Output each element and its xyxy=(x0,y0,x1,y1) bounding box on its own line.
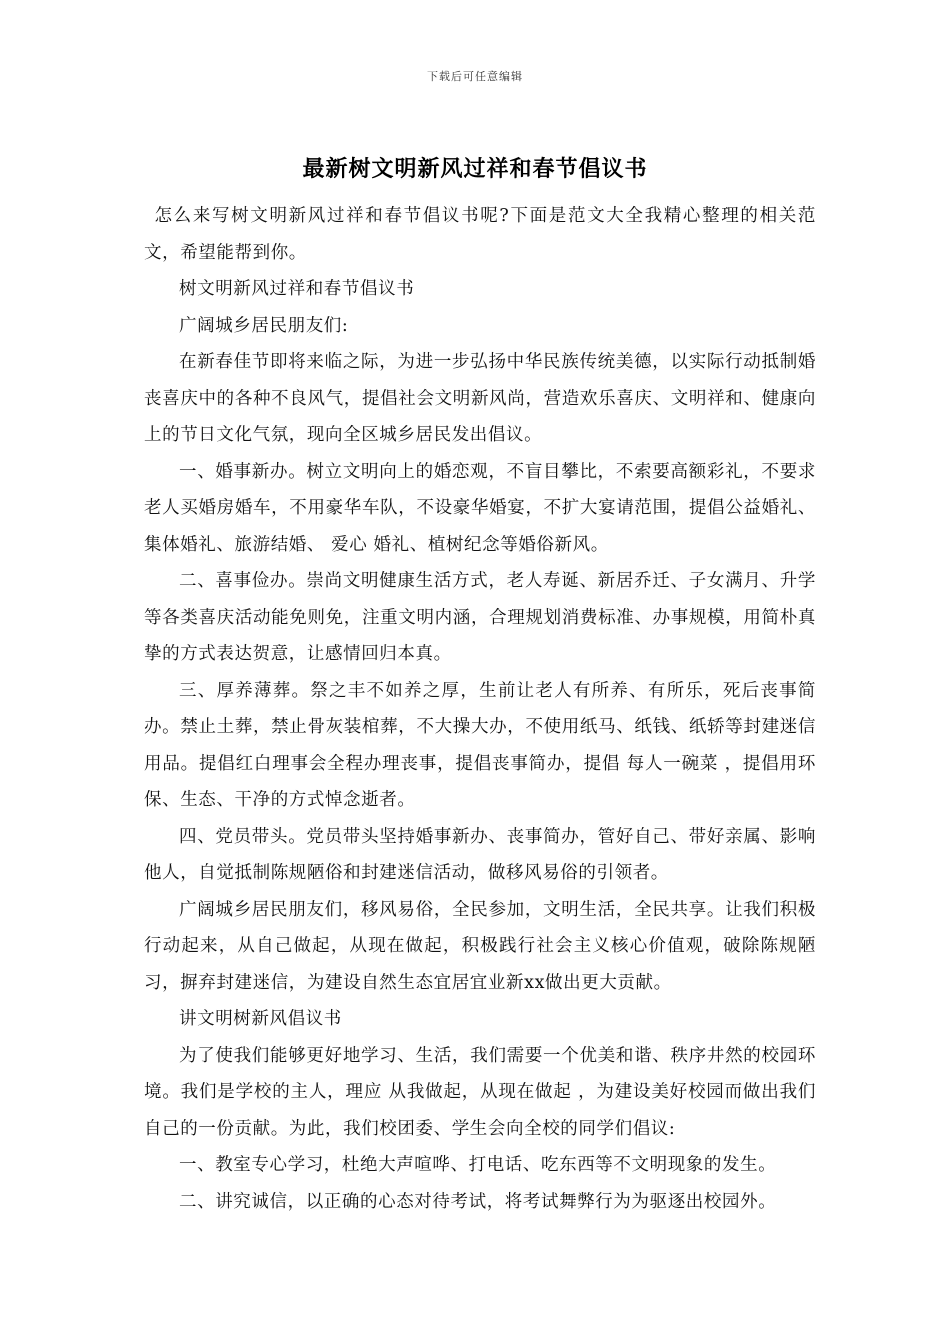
body-paragraph: 三、厚养薄葬。祭之丰不如养之厚，生前让老人有所养、有所乐，死后丧事简办。禁止土葬，禁止骨灰装棺葬，不大操大办，不使用纸马、纸钱、纸轿等封建迷信用品。提倡红白理事会全程办理丧事，提倡丧事简办，提倡 每人一碗菜 ，提倡用环保、生态、干净的方式悼念逝者。 xyxy=(144,680,816,810)
header-note: 下载后可任意编辑 xyxy=(427,70,523,83)
salutation-paragraph: 广阔城乡居民朋友们: xyxy=(179,315,349,336)
body-paragraph: 二、喜事俭办。崇尚文明健康生活方式，老人寿诞、新居乔迁、子女满月、升学等各类喜庆活动能免则免，注重文明内涵，合理规划消费标准、办事规模，用简朴真挚的方式表达贺意，让感情回归本真。 xyxy=(144,571,816,664)
intro-paragraph: 怎么来写树文明新风过祥和春节倡议书呢?下面是范文大全我精心整理的相关范文，希望能帮到你。 xyxy=(144,206,816,263)
section-heading-paragraph: 讲文明树新风倡议书 xyxy=(179,1009,342,1029)
document-title: 最新树文明新风过祥和春节倡议书 xyxy=(302,156,648,182)
body-paragraph: 广阔城乡居民朋友们，移风易俗，全民参加，文明生活，全民共享。让我们积极行动起来，从自己做起，从现在做起，积极践行社会主义核心价值观，破除陈规陋习，摒弃封建迷信，为建设自然生态宜居宜业新xx做出更大贡献。 xyxy=(144,899,816,993)
body-paragraph: 二、讲究诚信，以正确的心态对待考试，将考试舞弊行为为驱逐出校园外。 xyxy=(179,1191,777,1212)
body-paragraph: 一、教室专心学习，杜绝大声喧哗、打电话、吃东西等不文明现象的发生。 xyxy=(179,1155,777,1175)
body-paragraph: 在新春佳节即将来临之际，为进一步弘扬中华民族传统美德，以实际行动抵制婚丧喜庆中的各种不良风气，提倡社会文明新风尚，营造欢乐喜庆、文明祥和、健康向上的节日文化气氛，现向全区城乡居民发出倡议。 xyxy=(144,352,816,445)
body-paragraph: 四、党员带头。党员带头坚持婚事新办、丧事简办，管好自己、带好亲属、影响他人，自觉抵制陈规陋俗和封建迷信活动，做移风易俗的引领者。 xyxy=(144,826,816,883)
body-paragraph: 一、婚事新办。树立文明向上的婚恋观，不盲目攀比，不索要高额彩礼，不要求老人买婚房婚车，不用豪华车队，不设豪华婚宴，不扩大宴请范围，提倡公益婚礼、集体婚礼、旅游结婚、 爱心 婚礼、植树纪念等婚俗新风。 xyxy=(144,461,816,555)
subtitle-paragraph: 树文明新风过祥和春节倡议书 xyxy=(179,279,415,299)
body-paragraph: 为了使我们能够更好地学习、生活，我们需要一个优美和谐、秩序井然的校园环境。我们是学校的主人，理应 从我做起，从现在做起 ，为建设美好校园而做出我们自己的一份贡献。为此，我们校团委、学生会向全校的同学们倡议: xyxy=(144,1045,816,1139)
document-body xyxy=(144,198,816,1220)
